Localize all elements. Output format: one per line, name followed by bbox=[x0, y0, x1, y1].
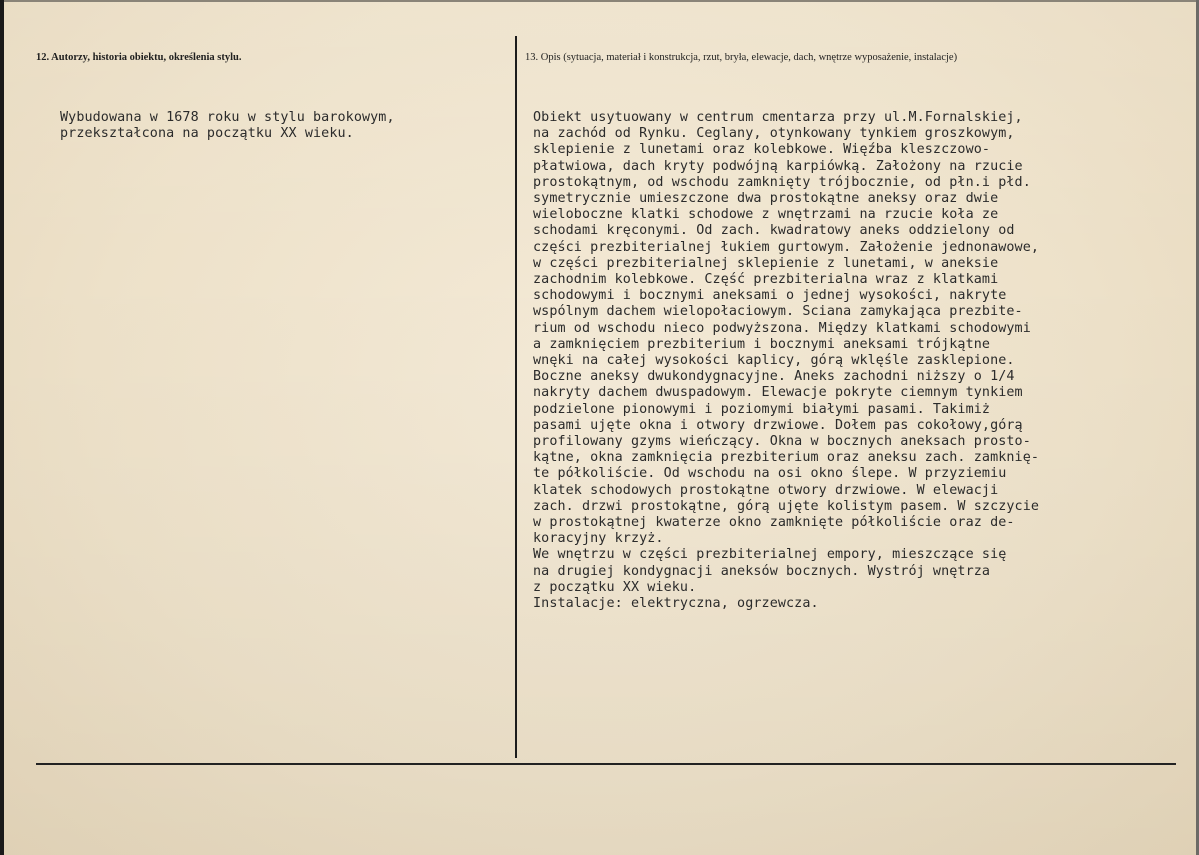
typed-line: podzielone pionowymi i poziomymi białymi pasami. Takimiż bbox=[533, 401, 991, 417]
typed-line: wspólnym dachem wielopołaciowym. Sciana zamykająca prezbite- bbox=[533, 304, 1023, 320]
typed-line: Boczne aneksy dwukondygnacyjne. Aneks zachodni niższy o 1/4 bbox=[533, 369, 1015, 385]
typed-line: prostokątnym, od wschodu zamknięty trójbocznie, od płn.i płd. bbox=[533, 174, 1031, 190]
typed-line: Obiekt usytuowany w centrum cmentarza przy ul.M.Fornalskiej, bbox=[533, 110, 1023, 125]
typed-line: przekształcona na początku XX wieku. bbox=[60, 126, 354, 142]
typed-line: wnęki na całej wysokości kaplicy, górą wklęśle zasklepione. bbox=[533, 353, 1015, 369]
typed-line: We wnętrzu w części prezbiterialnej empory, mieszczące się bbox=[533, 547, 1007, 563]
bottom-rule bbox=[36, 763, 1176, 765]
typed-line: Wybudowana w 1678 roku w stylu barokowym, bbox=[60, 110, 395, 125]
page-left-edge bbox=[0, 0, 4, 855]
typed-line: rium od wschodu nieco podwyższona. Między klatkami schodowymi bbox=[533, 320, 1031, 336]
section-13-typed-text bbox=[533, 110, 1039, 612]
typed-line: sklepienie z lunetami oraz kolebkowe. Więźba kleszczowo- bbox=[533, 142, 991, 158]
column-divider bbox=[515, 36, 517, 758]
typed-line: zachodnim kolebkowe. Część prezbiterialna wraz z klatkami bbox=[533, 272, 999, 288]
typed-line: te półkoliście. Od wschodu na osi okno ślepe. W przyziemiu bbox=[533, 466, 1007, 482]
page-top-edge bbox=[0, 0, 1199, 2]
typed-line: schodami kręconymi. Od zach. kwadratowy aneks oddzielony od bbox=[533, 223, 1015, 239]
typed-line: z początku XX wieku. bbox=[533, 579, 697, 595]
typed-line: na drugiej kondygnacji aneksów bocznych. Wystrój wnętrza bbox=[533, 563, 991, 579]
typed-line: kątne, okna zamknięcia prezbiterium oraz aneksu zach. zamknię- bbox=[533, 450, 1040, 466]
section-13-label: 13. Opis (sytuacja, materiał i konstrukcja, rzut, bryła, elewacje, dach, wnętrze wyposażenie, instalacje) bbox=[525, 52, 958, 63]
typed-line: pasami ujęte okna i otwory drzwiowe. Dołem pas cokołowy,górą bbox=[533, 417, 1023, 433]
typed-line: Instalacje: elektryczna, ogrzewcza. bbox=[533, 596, 819, 612]
typed-line: na zachód od Rynku. Ceglany, otynkowany tynkiem groszkowym, bbox=[533, 126, 1015, 142]
typed-line: w części prezbiterialnej sklepienie z lunetami, w aneksie bbox=[533, 255, 999, 271]
typed-line: schodowymi i bocznymi aneksami o jednej wysokości, nakryte bbox=[533, 288, 1007, 304]
section-12-typed-text bbox=[60, 110, 395, 142]
typed-line: koracyjny krzyż. bbox=[533, 531, 664, 547]
typed-line: wieloboczne klatki schodowe z wnętrzami na rzucie koła ze bbox=[533, 207, 999, 223]
typed-line: części prezbiterialnej łukiem gurtowym. Założenie jednonawowe, bbox=[533, 239, 1040, 255]
typed-line: klatek schodowych prostokątne otwory drzwiowe. W elewacji bbox=[533, 482, 999, 498]
typed-line: symetrycznie umieszczone dwa prostokątne aneksy oraz dwie bbox=[533, 191, 999, 207]
typed-line: zach. drzwi prostokątne, górą ujęte kolistym pasem. W szczycie bbox=[533, 498, 1040, 514]
section-12-label: 12. Autorzy, historia obiektu, określenia stylu. bbox=[36, 52, 242, 63]
typed-line: płatwiowa, dach kryty podwójną karpiówką. Założony na rzucie bbox=[533, 158, 1023, 174]
typed-line: a zamknięciem prezbiterium i bocznymi aneksami trójkątne bbox=[533, 336, 991, 352]
typed-line: profilowany gzyms wieńczący. Okna w bocznych aneksach prosto- bbox=[533, 434, 1031, 450]
typed-line: w prostokątnej kwaterze okno zamknięte półkoliście oraz de- bbox=[533, 515, 1015, 531]
typed-line: nakryty dachem dwuspadowym. Elewacje pokryte ciemnym tynkiem bbox=[533, 385, 1023, 401]
